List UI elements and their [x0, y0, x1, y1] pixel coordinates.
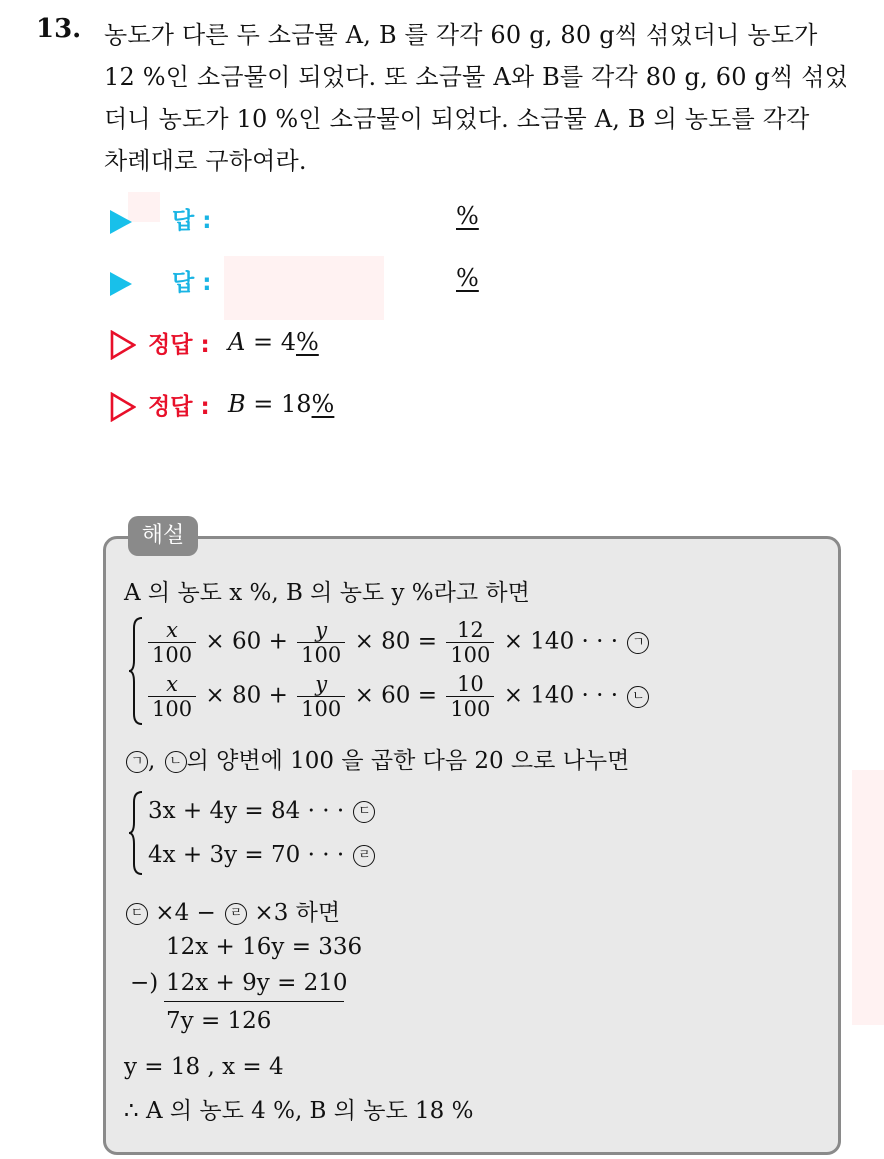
problem-line: 차례대로 구하여라.	[104, 147, 307, 175]
outline-triangle-icon	[110, 392, 136, 422]
solution-conclusion: ∴ A 의 농도 4 %, B 의 농도 18 %	[124, 1098, 474, 1124]
calc-prefix: −)	[130, 970, 159, 996]
equation-row: 4x + 3y = 70 · · · ㄹ	[148, 842, 375, 868]
play-triangle-icon	[110, 272, 132, 296]
problem-line: 12 %인 소금물이 되었다. 또 소금물 A와 B를 각각 80 g, 60 g씩 섞었	[104, 63, 849, 91]
circled-label: ㄴ	[627, 686, 649, 708]
subtraction-rule	[164, 1001, 344, 1002]
problem-line: 더니 농도가 10 %인 소금물이 되었다. 소금물 A, B 의 농도를 각각	[104, 105, 810, 133]
circled-label: ㄴ	[165, 751, 187, 773]
circled-label: ㄷ	[353, 801, 375, 823]
correct-label: 정답 :	[148, 332, 210, 358]
correct-label: 정답 :	[148, 394, 210, 420]
circled-label: ㄹ	[225, 903, 247, 925]
pink-mark	[852, 770, 884, 1025]
circled-label: ㄱ	[126, 751, 148, 773]
calc-line: 7y = 126	[166, 1008, 272, 1034]
circled-label: ㄷ	[126, 903, 148, 925]
left-brace	[128, 790, 144, 876]
answer-unit: %	[456, 264, 479, 292]
answer-row-1[interactable]	[110, 202, 510, 242]
correct-value: B = 18%	[228, 390, 335, 418]
correct-answer-b	[110, 388, 410, 428]
left-brace	[128, 616, 144, 726]
solution-operation: ㄷ ×4 − ㄹ ×3 하면	[124, 894, 340, 927]
correct-answer-a	[110, 326, 410, 366]
problem-text	[104, 14, 864, 182]
answer-row-2[interactable]	[110, 264, 510, 304]
play-triangle-icon	[110, 210, 132, 234]
solution-tag: 해설	[128, 516, 198, 556]
circled-label: ㄹ	[353, 845, 375, 867]
calc-line: 12x + 9y = 210	[166, 970, 348, 996]
solution-intro: A 의 농도 x %, B 의 농도 y %라고 하면	[124, 580, 530, 606]
equation-row: $\frac{x}{100}$ × 80 + $\frac{y}{100}$ × 60 = $\frac{10}{100}$ × 140 · · · ㄴ	[146, 672, 649, 721]
problem-number: 13.	[36, 14, 82, 44]
solution-step: ㄱ , ㄴ 의 양변에 100 을 곱한 다음 20 으로 나누면	[124, 742, 629, 775]
equation-row: $\frac{x}{100}$ × 60 + $\frac{y}{100}$ × 80 = $\frac{12}{100}$ × 140 · · · ㄱ	[146, 618, 649, 667]
correct-value: A = 4%	[228, 328, 319, 356]
solution-result: y = 18 , x = 4	[124, 1054, 284, 1080]
answer-label: 답 :	[172, 208, 212, 234]
answer-label: 답 :	[172, 270, 212, 296]
calc-line: 12x + 16y = 336	[166, 934, 363, 960]
problem-line: 농도가 다른 두 소금물 A, B 를 각각 60 g, 80 g씩 섞었더니 농도가	[104, 21, 818, 49]
equation-row: 3x + 4y = 84 · · · ㄷ	[148, 798, 375, 824]
answer-unit: %	[456, 202, 479, 230]
outline-triangle-icon	[110, 330, 136, 360]
circled-label: ㄱ	[627, 632, 649, 654]
